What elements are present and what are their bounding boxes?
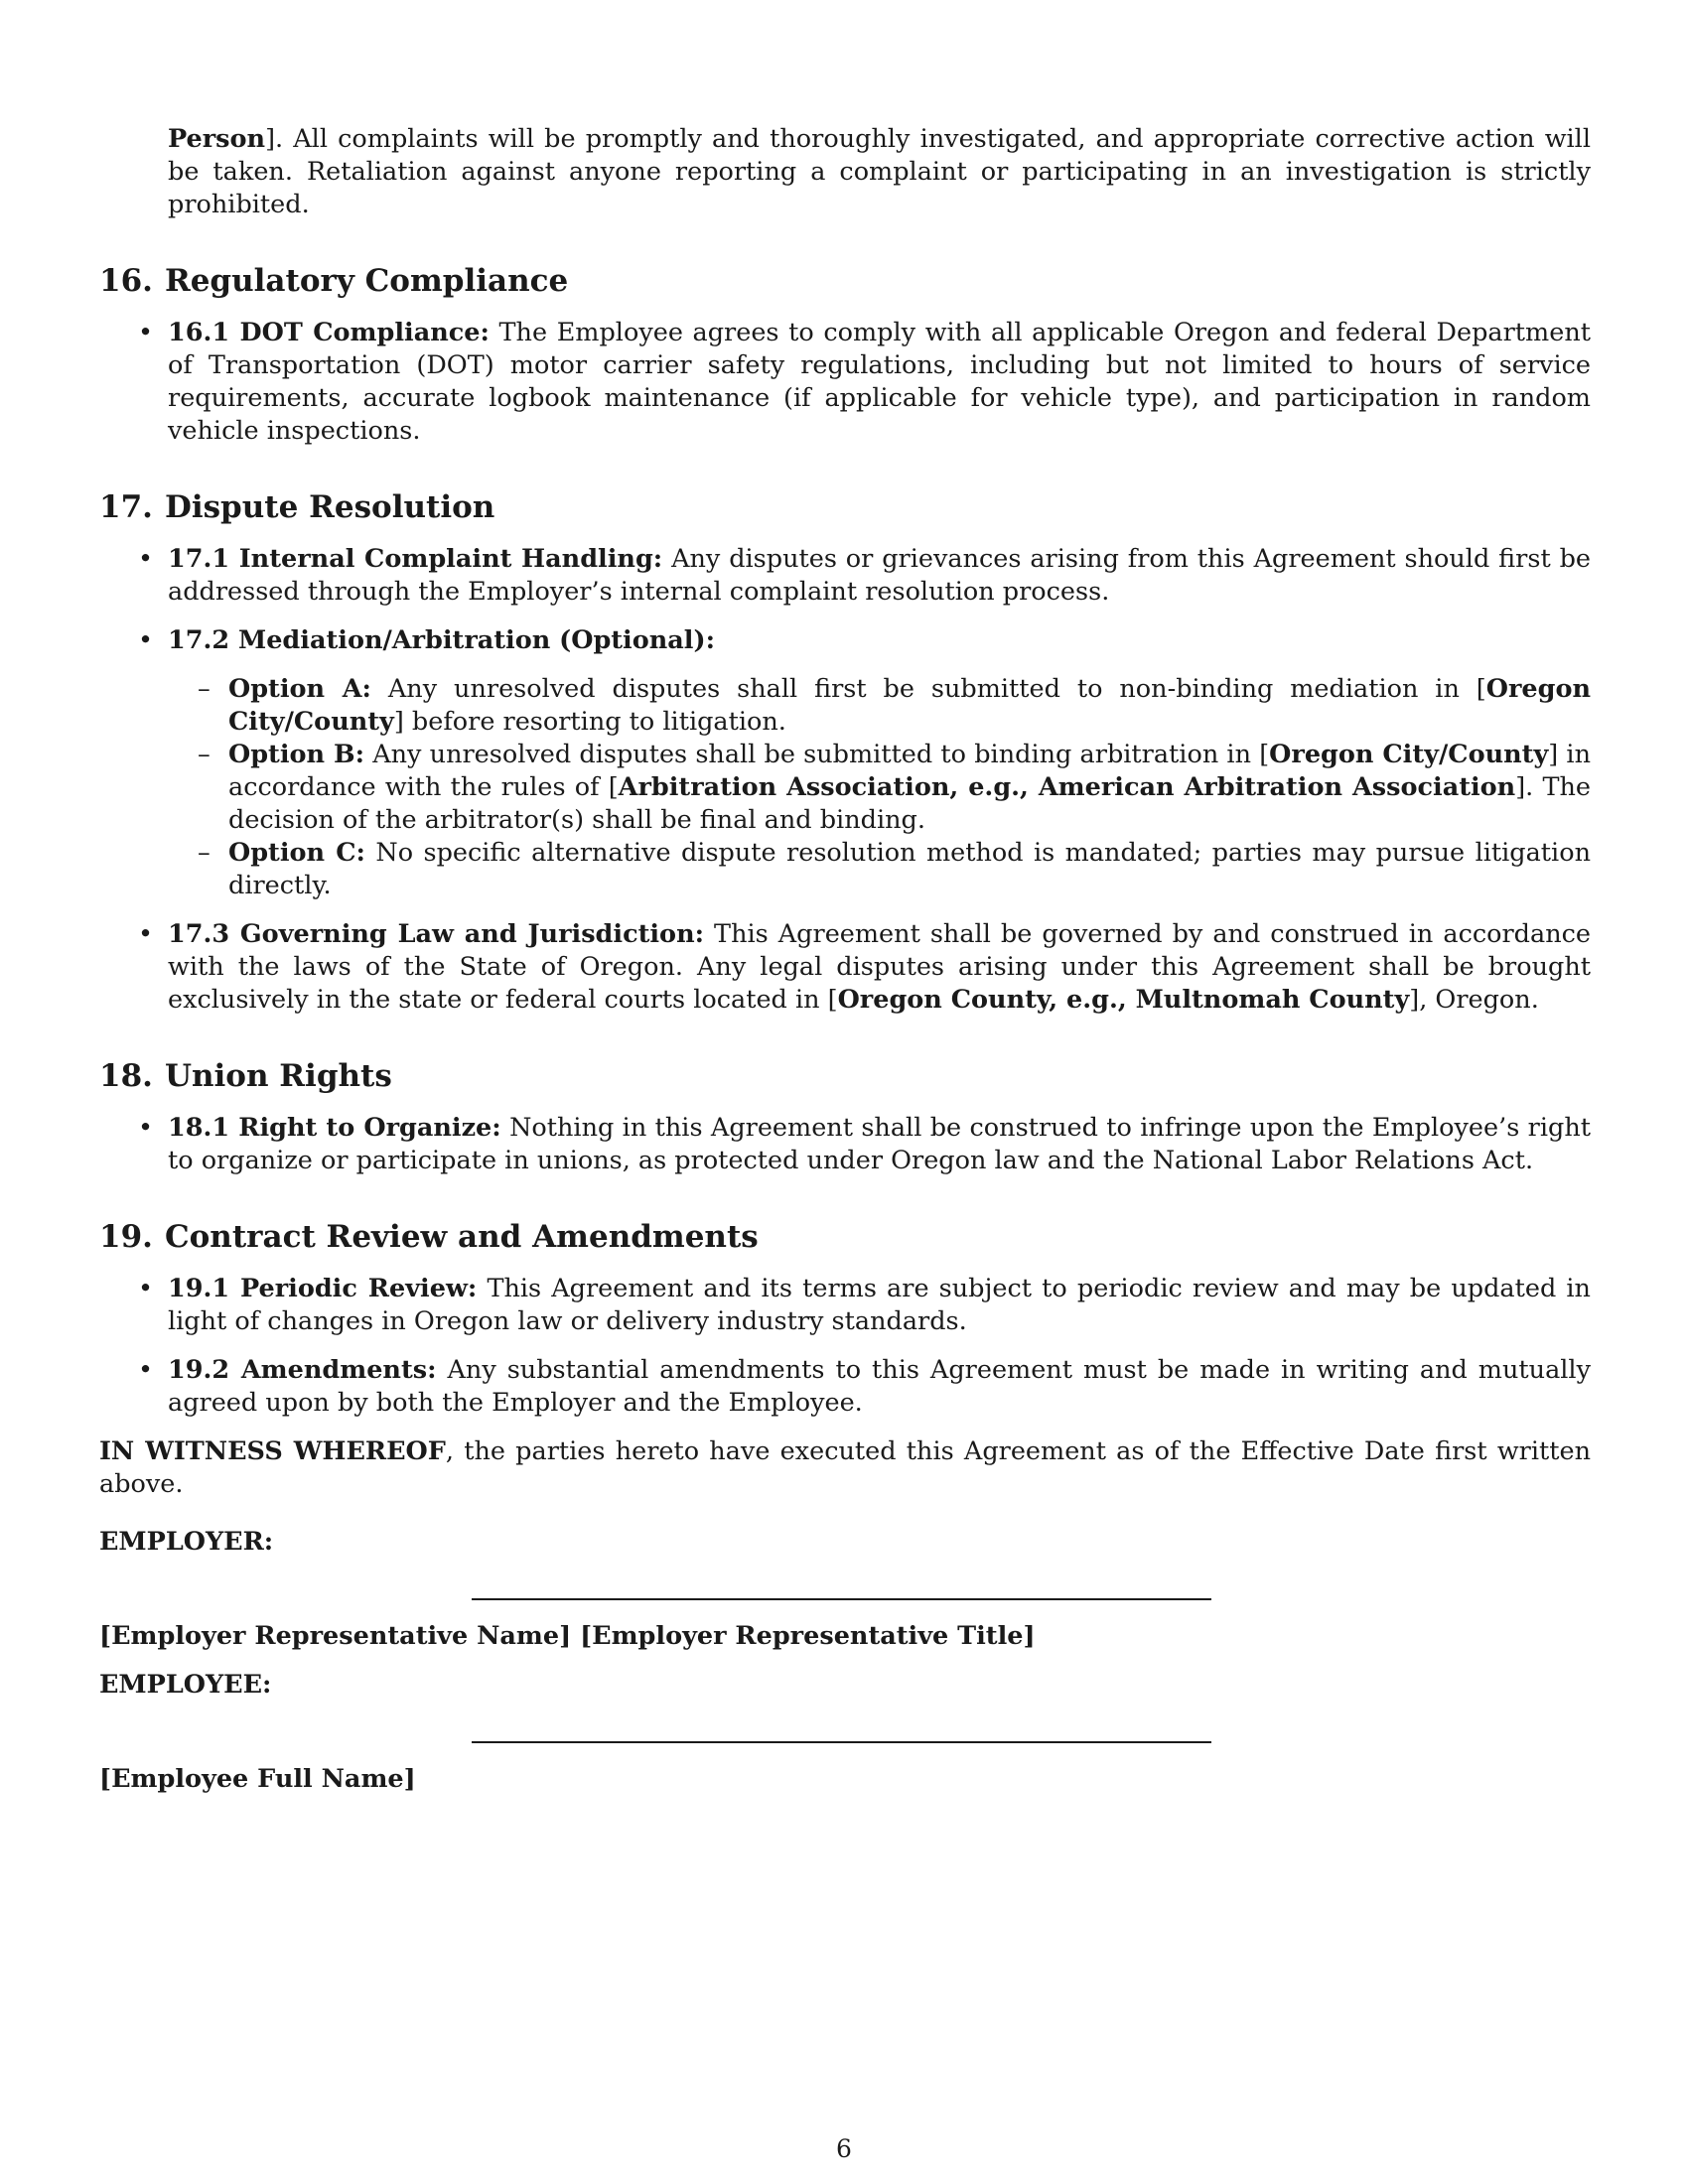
section-18-list <box>99 1112 1591 1177</box>
item-text: Nothing in this Agreement shall be construed to infringe upon the Employee’s right to organize or participate in unions, as protected under Oregon law and the National Labor Relations Act. <box>168 1112 1591 1175</box>
section-number: 17. <box>99 488 153 525</box>
list-item-17-2 <box>99 624 1591 902</box>
item-text: The Employee agrees to comply with all applicable Oregon and federal Department of Transportation (DOT) motor carrier safety regulations, including but not limited to hours of service requirements, accurate logbook maintenance (if applicable for vehicle type), and participation in random vehicle inspections. <box>168 317 1591 446</box>
intro-lead-bold: Person <box>168 123 266 154</box>
option-c <box>168 837 1591 902</box>
employer-label: EMPLOYER: <box>99 1527 274 1557</box>
section-heading-19 <box>99 1217 1591 1257</box>
option-text: Any unresolved disputes shall be submitted to binding arbitration in [ <box>364 739 1270 769</box>
option-label: Option A: <box>228 673 371 704</box>
page-number: 6 <box>836 2134 852 2163</box>
list-item-16-1 <box>99 317 1591 448</box>
section-heading-16 <box>99 261 1591 301</box>
intro-paragraph <box>168 123 1591 221</box>
section-19-list <box>99 1273 1591 1420</box>
employer-signature-line <box>472 1598 1211 1600</box>
option-text: ] in accordance with the rules of [ <box>228 739 1591 802</box>
employee-label: EMPLOYEE: <box>99 1670 272 1700</box>
item-text: Any substantial amendments to this Agreement must be made in writing and mutually agreed upon by both the Employer and the Employee. <box>168 1354 1591 1418</box>
employer-representative-title: Employer Representative Title <box>592 1621 1024 1651</box>
witness-text: , the parties hereto have executed this Agreement as of the Effective Date first written above. <box>99 1435 1592 1499</box>
item-label: 17.1 Internal Complaint Handling: <box>168 543 663 574</box>
document-page <box>99 97 1591 1796</box>
option-place: Oregon City/County <box>1269 739 1549 769</box>
section-number: 16. <box>99 262 153 299</box>
list-item-17-3 <box>99 918 1591 1017</box>
employee-name-line: [Employee Full Name] <box>99 1764 416 1794</box>
list-item-19-2 <box>99 1354 1591 1420</box>
section-title: Dispute Resolution <box>164 488 495 525</box>
section-16-list <box>99 317 1591 448</box>
bullet-icon: • <box>138 918 154 949</box>
employee-full-name: Employee Full Name <box>111 1764 404 1794</box>
list-item-19-1 <box>99 1273 1591 1338</box>
item-label: 18.1 Right to Organize: <box>168 1112 501 1143</box>
option-text: ]. The decision of the arbitrator(s) shall be final and binding. <box>228 771 1591 835</box>
witness-paragraph <box>99 1435 1591 1501</box>
dash-icon: – <box>198 673 211 704</box>
bullet-icon: • <box>138 624 154 655</box>
item-text: This Agreement shall be governed by and construed in accordance with the laws of the State of Oregon. Any legal disputes arising under this Agreement shall be brought exclusively in the state or federal courts located in [ <box>168 918 1591 1015</box>
intro-text: ]. All complaints will be promptly and thoroughly investigated, and appropriate corrective action will be taken. Retaliation against anyone reporting a complaint or participating in an investigation is strictly prohibited. <box>168 123 1591 219</box>
option-text: Any unresolved disputes shall first be submitted to non-binding mediation in [ <box>370 673 1486 704</box>
item-label: 17.2 Mediation/Arbitration (Optional): <box>168 624 715 655</box>
option-text: No specific alternative dispute resolution method is mandated; parties may pursue litigation directly. <box>228 837 1591 900</box>
bullet-icon: • <box>138 1112 154 1143</box>
employee-signature-line <box>472 1741 1211 1743</box>
item-label: 16.1 DOT Compliance: <box>168 317 490 347</box>
section-heading-18 <box>99 1056 1591 1096</box>
dash-icon: – <box>198 739 211 769</box>
list-item-17-1 <box>99 543 1591 609</box>
option-b <box>168 739 1591 837</box>
bullet-icon: • <box>138 1354 154 1385</box>
section-title: Contract Review and Amendments <box>164 1218 759 1255</box>
employer-representative-name: Employer Representative Name <box>111 1621 560 1651</box>
option-label: Option B: <box>228 739 364 769</box>
item-text: This Agreement and its terms are subject to periodic review and may be updated in light of changes in Oregon law or delivery industry standards. <box>168 1273 1591 1336</box>
dash-icon: – <box>198 837 211 868</box>
section-number: 19. <box>99 1218 153 1255</box>
bullet-icon: • <box>138 543 154 574</box>
option-label: Option C: <box>228 837 365 868</box>
options-list <box>168 673 1591 902</box>
employer-name-line: [Employer Representative Name] [Employer Representative Title] <box>99 1621 1036 1651</box>
option-text: ] before resorting to litigation. <box>393 706 786 737</box>
bullet-icon: • <box>138 317 154 347</box>
bullet-icon: • <box>138 1273 154 1303</box>
item-label: 17.3 Governing Law and Jurisdiction: <box>168 918 705 949</box>
section-17-list <box>99 543 1591 1017</box>
section-heading-17 <box>99 487 1591 527</box>
option-place: Oregon City/County <box>228 673 1591 737</box>
option-a <box>168 673 1591 739</box>
item-text: ], Oregon. <box>1409 984 1539 1015</box>
item-label: 19.1 Periodic Review: <box>168 1273 478 1303</box>
section-title: Regulatory Compliance <box>164 262 569 299</box>
witness-bold: IN WITNESS WHEREOF <box>99 1435 446 1466</box>
option-association: Arbitration Association, e.g., American Arbitration Association <box>618 771 1516 802</box>
section-title: Union Rights <box>164 1057 392 1094</box>
item-county: Oregon County, e.g., Multnomah County <box>837 984 1410 1015</box>
item-label: 19.2 Amendments: <box>168 1354 437 1385</box>
item-text: Any disputes or grievances arising from this Agreement should first be addressed through the Employer’s internal complaint resolution process. <box>168 543 1591 607</box>
section-number: 18. <box>99 1057 153 1094</box>
list-item-18-1 <box>99 1112 1591 1177</box>
